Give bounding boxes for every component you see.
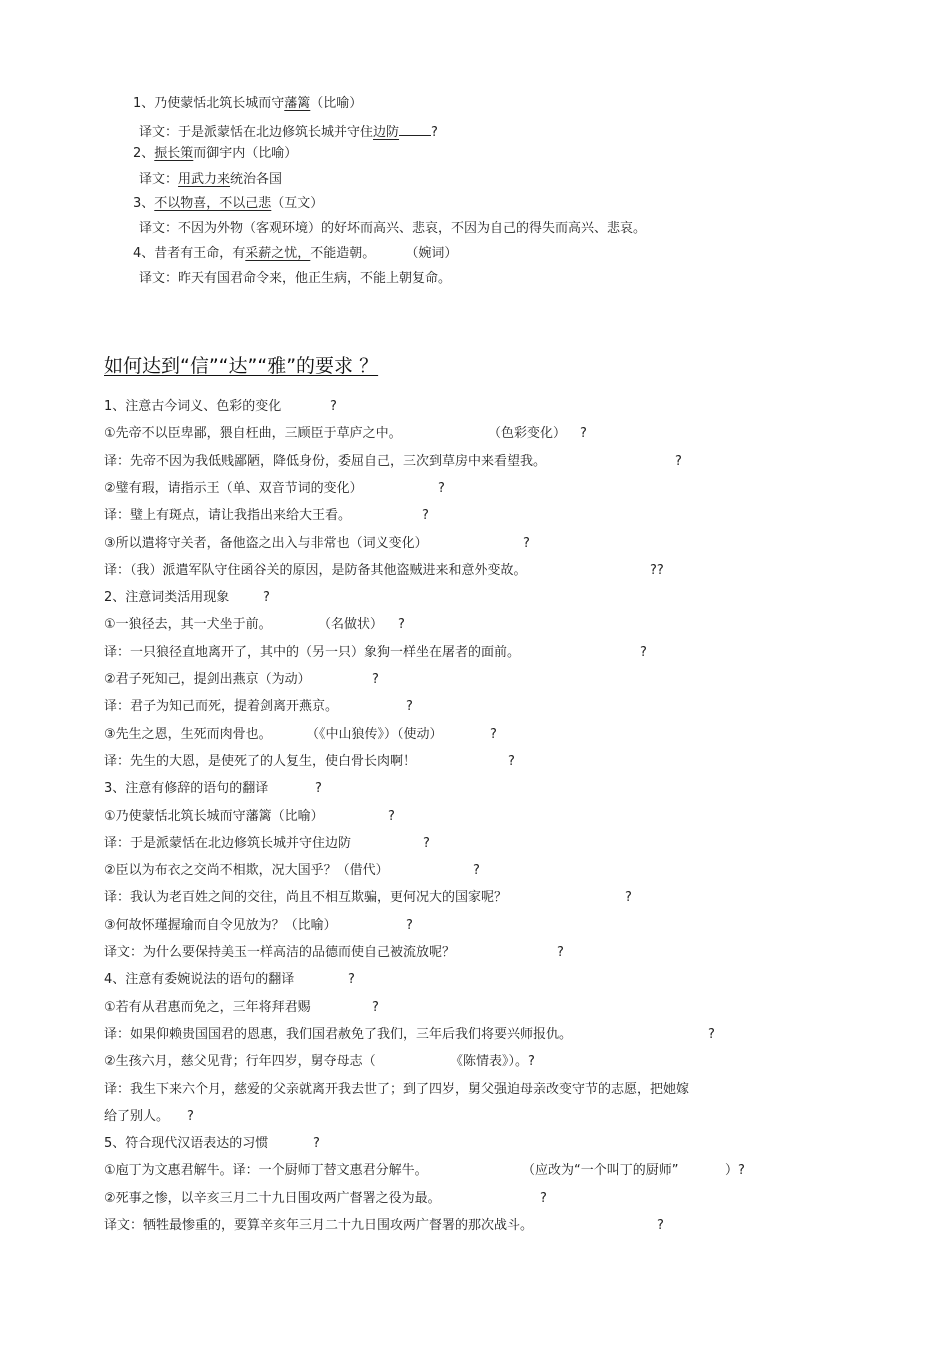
top-item-3-note: （互文） (271, 196, 324, 211)
top-translation-1 (139, 121, 438, 142)
top-item-1-text: 1、乃使蒙恬北筑长城而守 (133, 96, 285, 111)
body-line: ①乃使蒙恬北筑长城而守藩篱（比喻） (104, 809, 324, 824)
top-item-2 (133, 145, 297, 163)
body-line: 给了别人。 (104, 1109, 170, 1124)
top-item-2-underlined: 振长策 (154, 146, 194, 161)
body-line-note: （色彩变化） (488, 426, 567, 441)
body-line-mark: ? (263, 590, 270, 605)
top-item-4-text: 4、昔者有王命，有 (133, 246, 246, 261)
body-line-mark: ? (422, 508, 429, 523)
body-line: 译：于是派蒙恬在北边修筑长城并守住边防 (104, 836, 352, 851)
top-item-4 (133, 245, 457, 263)
body-line: ②璧有瑕，请指示王（单、双音节词的变化） (104, 481, 363, 496)
body-line-note: （名做状） (318, 617, 384, 632)
top-translation-4: 译文：昨天有国君命令来，他正生病，不能上朝复命。 (139, 271, 452, 286)
body-line: 2、注意词类活用现象 (104, 590, 230, 605)
body-line-mark: ? (557, 945, 564, 960)
body-line: ②君子死知己，提剑出燕京（为动） (104, 672, 311, 687)
body-line: 译文：为什么要保持美玉一样高洁的品德而使自己被流放呢？ (104, 945, 456, 960)
body-line-mark: ? (372, 1000, 379, 1015)
top-item-4-note: （婉词） (405, 246, 458, 261)
top-item-1 (133, 95, 362, 113)
body-line: ②生孩六月，慈父见背；行年四岁，舅夺母志（ (104, 1054, 376, 1069)
top-translation-2 (139, 171, 282, 189)
body-line: 译文：牺牲最惨重的，要算辛亥年三月二十九日围攻两广督署的那次战斗。 (104, 1218, 534, 1233)
body-line-mark: ? (313, 1136, 320, 1151)
body-line: 译：（我）派遣军队守住函谷关的原因，是防备其他盗贼进来和意外变故。 (104, 563, 527, 578)
top-item-1-underlined: 藩篱 (284, 96, 311, 111)
body-line: 3、注意有修辞的语句的翻译 (104, 781, 269, 796)
body-line: 1、注意古今词义、色彩的变化 (104, 399, 282, 414)
answer-blank (399, 121, 431, 136)
body-line-mark: ? (372, 672, 379, 687)
body-line-mark: ? (540, 1191, 547, 1206)
body-line: 译：我认为老百姓之间的交往，尚且不相互欺骗，更何况大的国家呢？ (104, 890, 508, 905)
body-line: ①庖丁为文惠君解牛。译：一个厨师丁替文惠君分解牛。 (104, 1163, 428, 1178)
top-item-4-underlined: 采薪之忧， (245, 246, 311, 261)
body-line: 译：璧上有斑点，请让我指出来给大王看。 (104, 508, 352, 523)
body-line: ①一狼径去，其一犬坐于前。 (104, 617, 272, 632)
top-translation-3: 译文：不因为外物（客观环境）的好坏而高兴、悲哀，不因为自己的得失而高兴、悲哀。 (139, 221, 647, 236)
body-line: ②臣以为布衣之交尚不相欺，况大国乎？（借代） (104, 863, 389, 878)
body-line-mark: ? (438, 481, 445, 496)
body-line: ③所以遣将守关者，备他盗之出入与非常也（词义变化） (104, 536, 428, 551)
top-item-3-underlined: 不以物喜，不以己悲 (154, 196, 272, 211)
body-line: ③何故怀瑾握瑜而自令见放为？（比喻） (104, 918, 337, 933)
body-line-mark: ? (406, 918, 413, 933)
body-line: ③先生之恩，生死而肉骨也。 (104, 727, 272, 742)
body-line-mark: ? (187, 1109, 194, 1124)
body-line: 5、符合现代汉语表达的习惯 (104, 1136, 269, 1151)
body-line-mark: ? (523, 536, 530, 551)
body-line-note-end: ）? (725, 1163, 745, 1178)
top-item-3 (133, 195, 323, 213)
body-line: 译：君子为知己而死，提着剑离开燕京。 (104, 699, 339, 714)
body-line: 译：如果仰赖贵国国君的恩惠，我们国君赦免了我们，三年后我们将要兴师报仇。 (104, 1027, 573, 1042)
body-line: ①先帝不以臣卑鄙，猥自枉曲，三顾臣于草庐之中。 (104, 426, 402, 441)
body-line: ②死事之惨，以辛亥三月二十九日围攻两广督署之役为最。 (104, 1191, 441, 1206)
top-translation-1-text: 译文：于是派蒙恬在北边修筑长城并守住 (139, 125, 374, 140)
body-line-mark: ? (388, 809, 395, 824)
body-line-mark: ? (398, 617, 405, 632)
section-heading: 如何达到“信”“达”“雅”的要求 ？ (104, 355, 379, 377)
body-line: 译：先帝不因为我低贱鄙陋，降低身份，委屈自己，三次到草房中来看望我。 (104, 454, 547, 469)
top-item-4-text-end: 不能造朝。 (310, 246, 376, 261)
body-line-mark: ? (625, 890, 632, 905)
body-line-mark: ? (675, 454, 682, 469)
body-line: 译：我生下来六个月，慈爱的父亲就离开我去世了；到了四岁，舅父强迫母亲改变守节的志愿，把她嫁 (104, 1082, 690, 1097)
body-line-mark: ? (315, 781, 322, 796)
body-line: 译：先生的大恩，是使死了的人复生，使白骨长肉啊！ (104, 754, 417, 769)
body-line-mark: ? (423, 836, 430, 851)
body-line-mark: ? (490, 727, 497, 742)
body-line-note: （《中山狼传》）（使动） (306, 727, 443, 742)
body-line-mark: ? (406, 699, 413, 714)
top-translation-2-text: 统治各国 (230, 172, 283, 187)
body-line-mark: ? (508, 754, 515, 769)
top-item-2-num: 2、 (133, 146, 155, 161)
body-line-mark: ? (473, 863, 480, 878)
body-line-mark: ? (708, 1027, 715, 1042)
body-line: 4、注意有委婉说法的语句的翻译 (104, 972, 295, 987)
body-line: 译：一只狼径直地离开了，其中的（另一只）象狗一样坐在屠者的面前。 (104, 645, 521, 660)
body-line-mark: ? (348, 972, 355, 987)
top-translation-2-label: 译文： (139, 172, 179, 187)
top-translation-1-mark: ? (431, 125, 438, 140)
body-line-mark: ? (580, 426, 587, 441)
body-line-mark: ?? (650, 563, 664, 578)
top-translation-2-underlined: 用武力来 (178, 172, 231, 187)
top-item-1-note: （比喻） (310, 96, 363, 111)
body-line-note: （应改为“一个叫丁的厨师” (522, 1163, 679, 1178)
body-line-mark: ? (657, 1218, 664, 1233)
top-translation-1-underlined: 边防 (373, 125, 400, 140)
body-line: ①若有从君惠而免之，三年将拜君赐 (104, 1000, 311, 1015)
top-item-2-text: 而御宇内（比喻） (193, 146, 298, 161)
body-line-mark: ? (330, 399, 337, 414)
top-item-3-num: 3、 (133, 196, 155, 211)
body-line-note: 《陈情表》）。? (450, 1054, 535, 1069)
body-line-mark: ? (640, 645, 647, 660)
